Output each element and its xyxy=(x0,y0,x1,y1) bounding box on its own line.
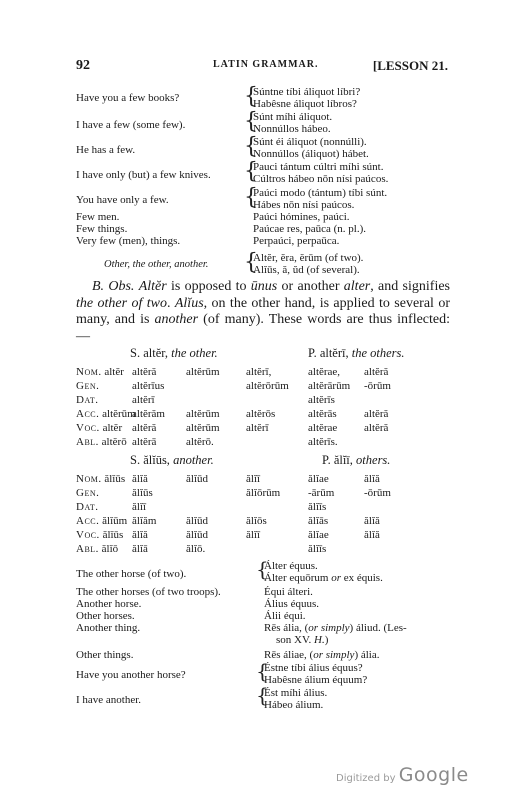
lesson-label: [LESSON 21. xyxy=(372,58,448,73)
google-logo: Google xyxy=(398,764,469,786)
declension-cell: -ōrūm xyxy=(364,487,391,499)
declension-cell: altĕră xyxy=(364,422,389,434)
declension-cell: altĕrăm xyxy=(132,408,165,420)
brace-icon: { xyxy=(256,659,269,683)
english-phrase: Other horses. xyxy=(76,610,135,622)
declension-cell: Abl. altĕrō xyxy=(76,436,127,448)
brace-icon: { xyxy=(256,557,269,581)
latin-phrase: Perpaúci, perpaūca. xyxy=(253,235,340,247)
phrase-pair xyxy=(76,86,456,110)
declension-cell: ălĭās xyxy=(308,515,329,527)
declension-cell: altĕrā xyxy=(132,436,157,448)
brace-icon: { xyxy=(244,250,258,275)
obs-word: the other of two xyxy=(76,295,167,311)
alius-declension-table xyxy=(76,453,456,558)
plural-heading: P. ălĭī, others. xyxy=(322,453,391,467)
declension-cell: altĕră xyxy=(364,408,389,420)
declension-cell: altĕrūm xyxy=(186,408,220,420)
latin-phrase: Paúci modo (tántum) tíbi súnt. xyxy=(253,187,388,199)
latin-phrase: Cúltros hábeo nōn nísi paúcos. xyxy=(253,173,389,185)
declension-cell: Acc. altĕrūm xyxy=(76,408,136,420)
bottom-phrases xyxy=(76,557,456,711)
declension-cell: altĕrīs xyxy=(308,394,335,406)
phrase-pair xyxy=(76,187,456,211)
declension-cell: ălĭă xyxy=(364,473,380,485)
plural-heading: P. altĕrī, the others. xyxy=(308,346,405,360)
brace-icon: { xyxy=(256,683,269,707)
declension-cell: Voc. altĕr xyxy=(76,422,123,434)
declension-cell: ălĭī xyxy=(246,529,261,541)
latin-phrase: Paúcae res, paūca (n. pl.). xyxy=(253,223,367,235)
latin-phrase: Rēs ália, (or simply) áliud. (Les- xyxy=(264,622,407,634)
phrase-pair xyxy=(76,252,456,276)
declension-cell: ălĭīs xyxy=(308,543,327,555)
obs-text: (of many). These words are thus inflected: — xyxy=(76,312,451,344)
brace-icon: { xyxy=(244,159,258,184)
declension-cell: ălĭūd xyxy=(186,529,208,541)
english-phrase: Have you a few books? xyxy=(76,92,180,104)
obs-word: Altĕr xyxy=(138,279,167,294)
latin-phrase: Éstne tíbi álius équus? xyxy=(264,662,363,674)
declension-cell: ălĭă xyxy=(132,473,148,485)
alter-declension-table xyxy=(76,346,456,451)
english-phrase: Another horse. xyxy=(76,598,142,610)
latin-phrase: Álii équi. xyxy=(264,610,306,622)
english-phrase: Other things. xyxy=(76,649,134,661)
obs-word: alter xyxy=(343,279,371,294)
english-phrase: He has a few. xyxy=(76,144,136,156)
declension-cell: altĕrī xyxy=(246,422,269,434)
obs-word: another xyxy=(154,312,199,327)
english-phrase: Few things. xyxy=(76,223,128,235)
english-phrase: Other, the other, another. xyxy=(104,259,209,270)
declension-cell: ălĭūd xyxy=(186,473,208,485)
declension-cell: ălĭūs xyxy=(132,487,153,499)
english-phrase: The other horse (of two). xyxy=(76,568,187,580)
phrase-pair xyxy=(76,161,456,185)
obs-text: , on the other hand, is applied to several or many, and is xyxy=(76,295,450,327)
obs-text: , and signifies xyxy=(370,279,450,294)
declension-cell: ălĭă xyxy=(132,529,148,541)
phrase-line xyxy=(76,236,456,248)
declension-cell: altĕrōs xyxy=(246,408,276,420)
declension-cell: Gen. xyxy=(76,487,100,499)
latin-phrase: Altĕr, ĕra, ĕrūm (of two). xyxy=(253,252,364,264)
declension-cell: ălĭăm xyxy=(132,515,157,527)
declension-cell: altĕrae xyxy=(308,422,338,434)
obs-word: Alĭus xyxy=(174,295,204,311)
declension-cell: altĕrūm xyxy=(186,422,220,434)
declension-cell: ălĭūd xyxy=(186,515,208,527)
latin-phrase: Álter équus. xyxy=(264,560,318,572)
declension-cell: Dat. xyxy=(76,501,99,513)
declension-cell: altĕră xyxy=(132,422,157,434)
brace-icon: { xyxy=(244,84,258,109)
declension-cell: Voc. ălĭūs xyxy=(76,529,124,541)
declension-cell: ălĭō. xyxy=(186,543,206,555)
declension-cell: ălĭōs xyxy=(246,515,267,527)
latin-phrase: Équi álteri. xyxy=(264,586,313,598)
page-number: 92 xyxy=(76,58,90,73)
latin-phrase: Habêsne álium équum? xyxy=(264,674,368,686)
declension-cell: ălĭă xyxy=(364,515,380,527)
english-phrase: Few men. xyxy=(76,211,120,223)
english-phrase: I have a few (some few). xyxy=(76,119,186,131)
declension-cell: altĕrō. xyxy=(186,436,214,448)
obs-text: or another xyxy=(277,279,344,294)
english-phrase: I have only (but) a few knives. xyxy=(76,169,211,181)
declension-cell: altĕrārūm xyxy=(308,380,351,392)
latin-phrase: Rēs áliae, (or simply) ália. xyxy=(264,649,380,661)
declension-cell: altĕrīs. xyxy=(308,436,338,448)
page-header xyxy=(76,58,448,76)
declension-cell: altĕră xyxy=(364,366,389,378)
obs-text: is opposed to xyxy=(166,279,251,294)
declension-cell: ălĭā xyxy=(132,543,148,555)
latin-phrase: Súntne tíbi áliquot líbri? xyxy=(253,86,361,98)
declension-cell: altĕrī, xyxy=(246,366,272,378)
phrase-pair xyxy=(76,136,456,160)
declension-cell: Abl. ălĭō xyxy=(76,543,119,555)
declension-cell: altĕrae, xyxy=(308,366,341,378)
phrase-pair xyxy=(76,111,456,135)
declension-cell: altĕră xyxy=(132,366,157,378)
digitized-watermark xyxy=(336,764,469,786)
brace-icon: { xyxy=(244,109,258,134)
latin-phrase: Nonnúllos hábeo. xyxy=(253,123,331,135)
latin-phrase: Álter equōrum or ex équis. xyxy=(264,572,383,584)
obs-lead: B. Obs. xyxy=(92,279,135,294)
latin-phrase: Hábeo álium. xyxy=(264,699,324,711)
declension-cell: ălĭī xyxy=(246,473,261,485)
singular-heading: S. ălĭūs, another. xyxy=(130,453,214,467)
digitized-label: Digitized by xyxy=(336,773,396,784)
obs-word: ūnus xyxy=(250,279,278,294)
latin-phrase: Alĭūs, ă, ŭd (of several). xyxy=(253,264,360,276)
declension-cell: Dat. xyxy=(76,394,99,406)
observation-paragraph xyxy=(76,279,450,345)
declension-cell: altĕrī xyxy=(132,394,155,406)
declension-cell: altĕrūm xyxy=(186,366,220,378)
declension-cell: ălĭīs xyxy=(308,501,327,513)
latin-phrase: Súnt míhi áliquot. xyxy=(253,111,333,123)
declension-cell: ălĭae xyxy=(308,529,329,541)
running-title: LATIN GRAMMAR. xyxy=(213,59,319,70)
latin-phrase: Ést míhi álius. xyxy=(264,687,328,699)
declension-cell: ălĭă xyxy=(364,529,380,541)
declension-cell: Nom. ălĭūs xyxy=(76,473,126,485)
declension-cell: Gen. xyxy=(76,380,100,392)
latin-phrase: Álius équus. xyxy=(264,598,319,610)
english-phrase: Another thing. xyxy=(76,622,141,634)
obs-text: . xyxy=(166,295,175,311)
brace-icon: { xyxy=(244,134,258,159)
brace-icon: { xyxy=(244,185,258,210)
declension-cell: ălĭae xyxy=(308,473,329,485)
english-phrase: The other horses (of two troops). xyxy=(76,586,221,598)
latin-phrase: Súnt éi áliquot (nonnúlli). xyxy=(253,136,367,148)
latin-phrase: Habêsne áliquot líbros? xyxy=(253,98,357,110)
english-phrase: You have only a few. xyxy=(76,194,169,206)
english-phrase: Very few (men), things. xyxy=(76,235,181,247)
declension-cell: -ārūm xyxy=(308,487,335,499)
declension-cell: altĕrās xyxy=(308,408,337,420)
declension-cell: altĕrōrūm xyxy=(246,380,289,392)
declension-cell: Nom. altĕr xyxy=(76,366,124,378)
latin-phrase: Pauci tántum cúltri míhi súnt. xyxy=(253,161,384,173)
english-phrase: I have another. xyxy=(76,694,142,706)
singular-heading: S. altĕr, the other. xyxy=(130,346,218,360)
declension-cell: altĕrīus xyxy=(132,380,165,392)
declension-cell: ălĭī xyxy=(132,501,147,513)
latin-phrase: Nonnúllos (áliquot) hábet. xyxy=(253,148,369,160)
declension-cell: ălĭōrūm xyxy=(246,487,281,499)
latin-phrase: son XV. H.) xyxy=(276,634,329,646)
english-phrase: Have you another horse? xyxy=(76,669,186,681)
latin-phrase: Paúci hómines, paúci. xyxy=(253,211,350,223)
latin-phrase: Hábes nōn nísi paúcos. xyxy=(253,199,355,211)
declension-cell: -ōrūm xyxy=(364,380,391,392)
declension-cell: Acc. ălĭūm xyxy=(76,515,128,527)
